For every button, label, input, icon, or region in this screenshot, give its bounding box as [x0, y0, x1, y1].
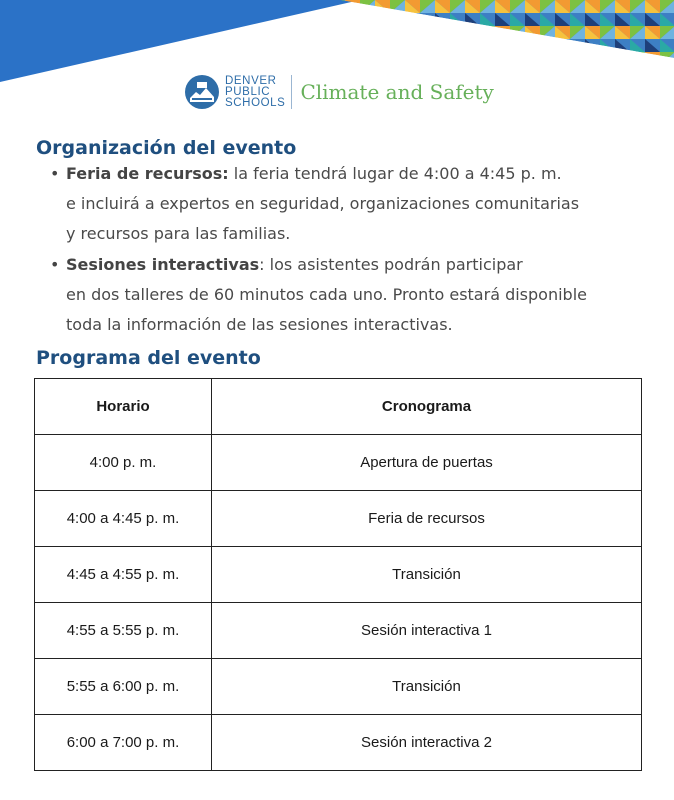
activity-cell: Transición [212, 547, 642, 603]
dps-logo [184, 74, 494, 110]
time-cell: 4:55 a 5:55 p. m. [35, 603, 212, 659]
banner-blue-wedge [0, 0, 360, 82]
org-item-1-text-3: y recursos para las familias. [66, 224, 291, 243]
time-cell: 4:00 p. m. [35, 435, 212, 491]
banner-mosaic [340, 0, 674, 58]
bullet-dot: • [50, 255, 60, 274]
table-row [35, 547, 642, 603]
logo-line-3: SCHOOLS [225, 96, 286, 109]
table-row [35, 435, 642, 491]
time-cell: 4:00 a 4:45 p. m. [35, 491, 212, 547]
org-item-1-text-1: la feria tendrá lugar de 4:00 a 4:45 p. m. [233, 164, 562, 183]
org-item-2-line-1 [66, 255, 523, 274]
activity-cell: Sesión interactiva 1 [212, 603, 642, 659]
activity-cell: Apertura de puertas [212, 435, 642, 491]
header-banner [0, 0, 674, 82]
table-row [35, 491, 642, 547]
program-heading: Programa del evento [36, 347, 261, 369]
org-item-1-label: Feria de recursos: [66, 164, 229, 183]
activity-cell: Sesión interactiva 2 [212, 715, 642, 771]
org-item-1-line-1 [66, 164, 562, 183]
column-header-cronograma: Cronograma [212, 379, 642, 435]
org-item-2-text-3: toda la información de las sesiones interactivas. [66, 315, 453, 334]
time-cell: 5:55 a 6:00 p. m. [35, 659, 212, 715]
time-cell: 4:45 a 4:55 p. m. [35, 547, 212, 603]
logo-divider [291, 75, 292, 109]
org-item-2-text-2: en dos talleres de 60 minutos cada uno. Pronto estará disponible [66, 285, 587, 304]
org-item-2-text-1: : los asistentes podrán participar [259, 255, 523, 274]
activity-cell: Transición [212, 659, 642, 715]
table-row [35, 659, 642, 715]
org-item-1-text-2: e incluirá a expertos en seguridad, organizaciones comunitarias [66, 194, 580, 213]
time-cell: 6:00 a 7:00 p. m. [35, 715, 212, 771]
bullet-dot: • [50, 164, 60, 183]
logo-line-2: PUBLIC [225, 85, 271, 98]
organization-heading: Organización del evento [36, 137, 297, 159]
table-row [35, 603, 642, 659]
table-header-row [35, 379, 642, 435]
activity-cell: Feria de recursos [212, 491, 642, 547]
org-item-2-label: Sesiones interactivas [66, 255, 260, 274]
dps-emblem-icon [184, 74, 220, 110]
logo-line-1: DENVER [225, 74, 277, 87]
department-name: Climate and Safety [300, 80, 494, 104]
program-table [34, 378, 642, 771]
table-row [35, 715, 642, 771]
column-header-horario: Horario [35, 379, 212, 435]
